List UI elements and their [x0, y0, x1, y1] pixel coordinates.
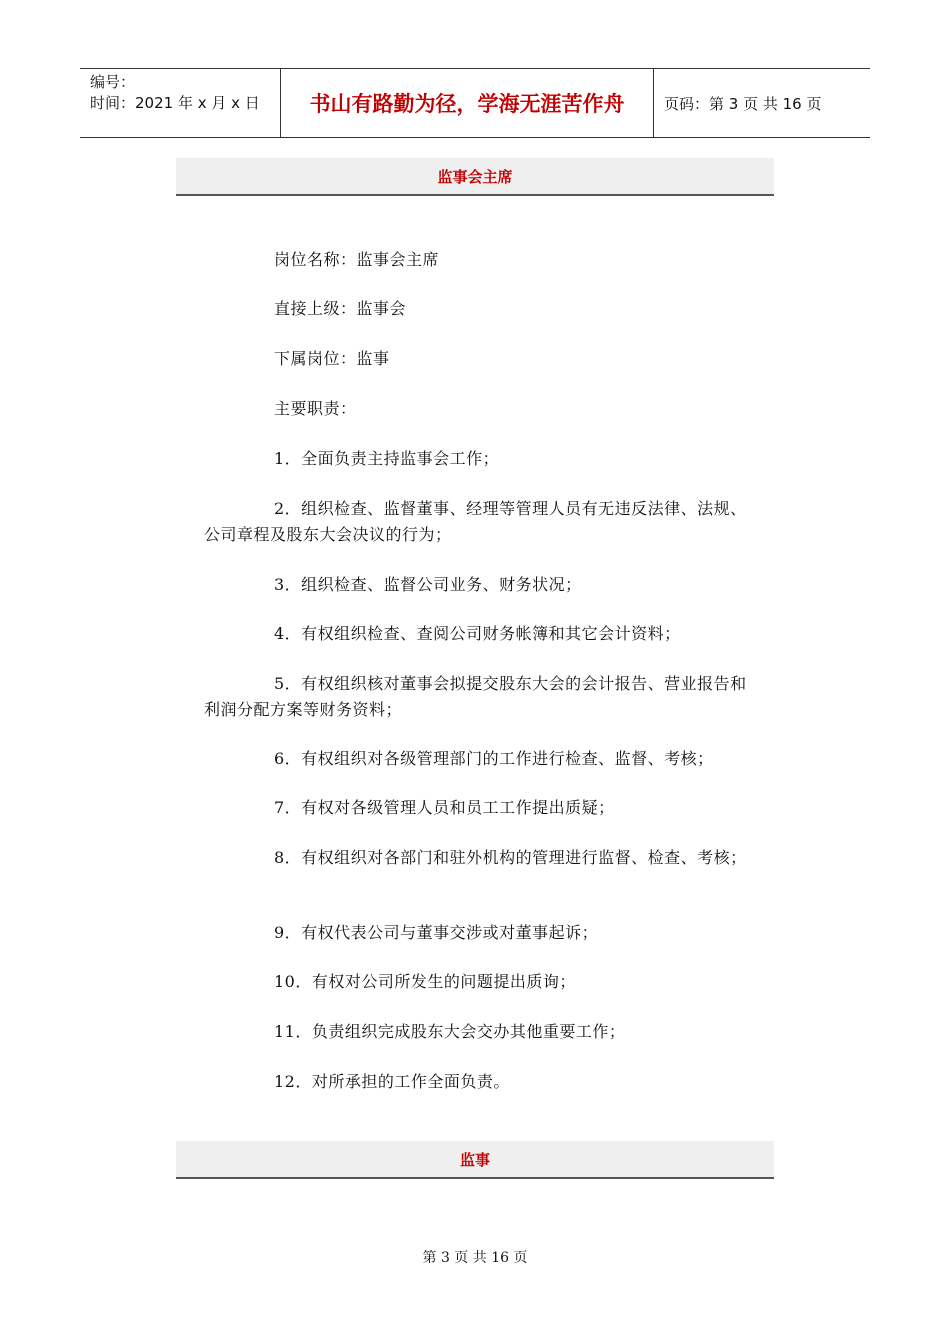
duty-item: 9．有权代表公司与董事交涉或对董事起诉；	[274, 923, 599, 942]
duty-item: 8．有权组织对各部门和驻外机构的管理进行监督、检查、考核；	[274, 848, 747, 867]
subordinate-position: 下属岗位：监事	[274, 349, 390, 368]
position-name: 岗位名称：监事会主席	[274, 250, 440, 269]
time-label: 时间：2021 年 x 月 x 日	[90, 94, 260, 112]
duty-item: 12．对所承担的工作全面负责。	[274, 1072, 510, 1091]
direct-superior: 直接上级：监事会	[274, 299, 407, 318]
section-title-supervisor: 监事	[176, 1141, 774, 1179]
duty-item: 10．有权对公司所发生的问题提出质询；	[274, 972, 576, 991]
header-motto: 书山有路勤为径，学海无涯苦作舟	[281, 69, 654, 137]
number-label: 编号：	[90, 73, 136, 91]
page-header	[80, 68, 870, 138]
duty-item: 1．全面负责主持监事会工作；	[274, 449, 500, 468]
header-page-info: 页码：第 3 页 共 16 页	[664, 94, 822, 113]
section-title-chairman: 监事会主席	[176, 158, 774, 196]
page-footer: 第 3 页 共 16 页	[422, 1250, 528, 1266]
duty-item: 4．有权组织检查、查阅公司财务帐簿和其它会计资料；	[274, 624, 681, 643]
duty-item: 11．负责组织完成股东大会交办其他重要工作；	[274, 1022, 626, 1041]
duty-item: 6．有权组织对各级管理部门的工作进行检查、监督、考核；	[274, 749, 714, 768]
duty-item: 3．组织检查、监督公司业务、财务状况；	[274, 575, 582, 594]
duty-item: 2．组织检查、监督董事、经理等管理人员有无违反法律、法规、公司章程及股东大会决议的行为；	[204, 499, 747, 544]
duty-item: 7．有权对各级管理人员和员工工作提出质疑；	[274, 798, 615, 817]
duty-item: 5．有权组织核对董事会拟提交股东大会的会计报告、营业报告和利润分配方案等财务资料；	[204, 674, 747, 719]
duties-heading: 主要职责：	[274, 399, 357, 418]
header-meta	[80, 69, 281, 137]
